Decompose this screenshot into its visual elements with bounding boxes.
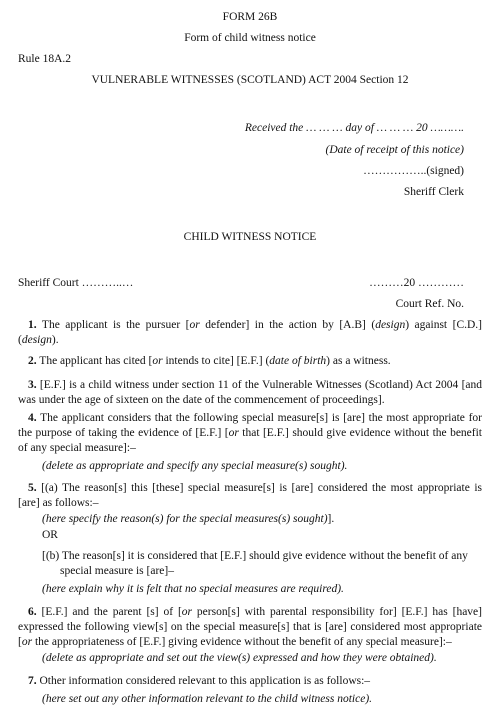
- form-title: Form of child witness notice: [184, 32, 316, 44]
- court-date-field: ………20 …………: [369, 277, 464, 289]
- paragraph-5-or: OR: [42, 529, 58, 541]
- sheriff-court-field: Sheriff Court ………..…: [18, 277, 134, 289]
- paragraph-3: 3. [E.F.] is a child witness under section 11 of the Vulnerable Witnesses (Scotland) Act 2004 [and was under the age of sixteen on the date of the commencement of proceedings].: [18, 379, 482, 406]
- paragraph-5-option-b: [(b) The reason[s] it is considered that [E.F.] should give evidence without the benefit of any special measure is [are]–: [42, 550, 468, 577]
- paragraph-2: 2. The applicant has cited [or intends to cite] [E.F.] (date of birth) as a witness.: [28, 355, 391, 367]
- signed-line: ……………..(signed): [363, 165, 464, 177]
- paragraph-6-note: (delete as appropriate and set out the view(s) expressed and how they were obtained).: [42, 652, 437, 664]
- paragraph-7: 7. Other information considered relevant to this application is as follows:–: [28, 675, 371, 687]
- paragraph-6: 6. [E.F.] and the parent [s] of [or person[s] with parental responsibility for] [E.F.] has [have] expressed the following view[s] on the special measure[s] that is [are] considered most appropriate [or the appropriateness of [E.F.] giving evidence without the benefit of any special measure]:–: [18, 606, 482, 648]
- act-title: VULNERABLE WITNESSES (SCOTLAND) ACT 2004 Section 12: [91, 74, 409, 86]
- paragraph-5-note-b: (here explain why it is felt that no special measures are required).: [42, 583, 344, 595]
- form-number: FORM 26B: [222, 11, 278, 23]
- paragraph-5: 5. [(a) The reason[s] this [these] special measure[s] is [are] considered the most appropriate is [are] as follows:–: [18, 482, 483, 509]
- paragraph-1: 1. The applicant is the pursuer [or defender] in the action by [A.B] (design) against [C.D.] (design).: [18, 319, 483, 346]
- received-line: Received the … … … day of … … … 20 ……….: [244, 122, 464, 134]
- sheriff-clerk: Sheriff Clerk: [403, 186, 464, 198]
- court-ref-no: Court Ref. No.: [395, 298, 464, 310]
- paragraph-7-note: (here set out any other information relevant to the child witness notice).: [42, 693, 373, 705]
- paragraph-4: 4. The applicant considers that the following special measure[s] is [are] the most appropriate for the purpose of taking the evidence of [E.F.] [or that [E.F.] should give evidence without the benefit of any special measure]:–: [18, 412, 483, 454]
- date-of-receipt: (Date of receipt of this notice): [325, 144, 464, 156]
- paragraph-5-note-a: (here specify the reason(s) for the special measures(s) sought)].: [42, 513, 335, 525]
- notice-title: CHILD WITNESS NOTICE: [183, 231, 317, 243]
- rule-reference: Rule 18A.2: [18, 53, 72, 65]
- paragraph-4-note: (delete as appropriate and specify any special measure(s) sought).: [42, 460, 348, 472]
